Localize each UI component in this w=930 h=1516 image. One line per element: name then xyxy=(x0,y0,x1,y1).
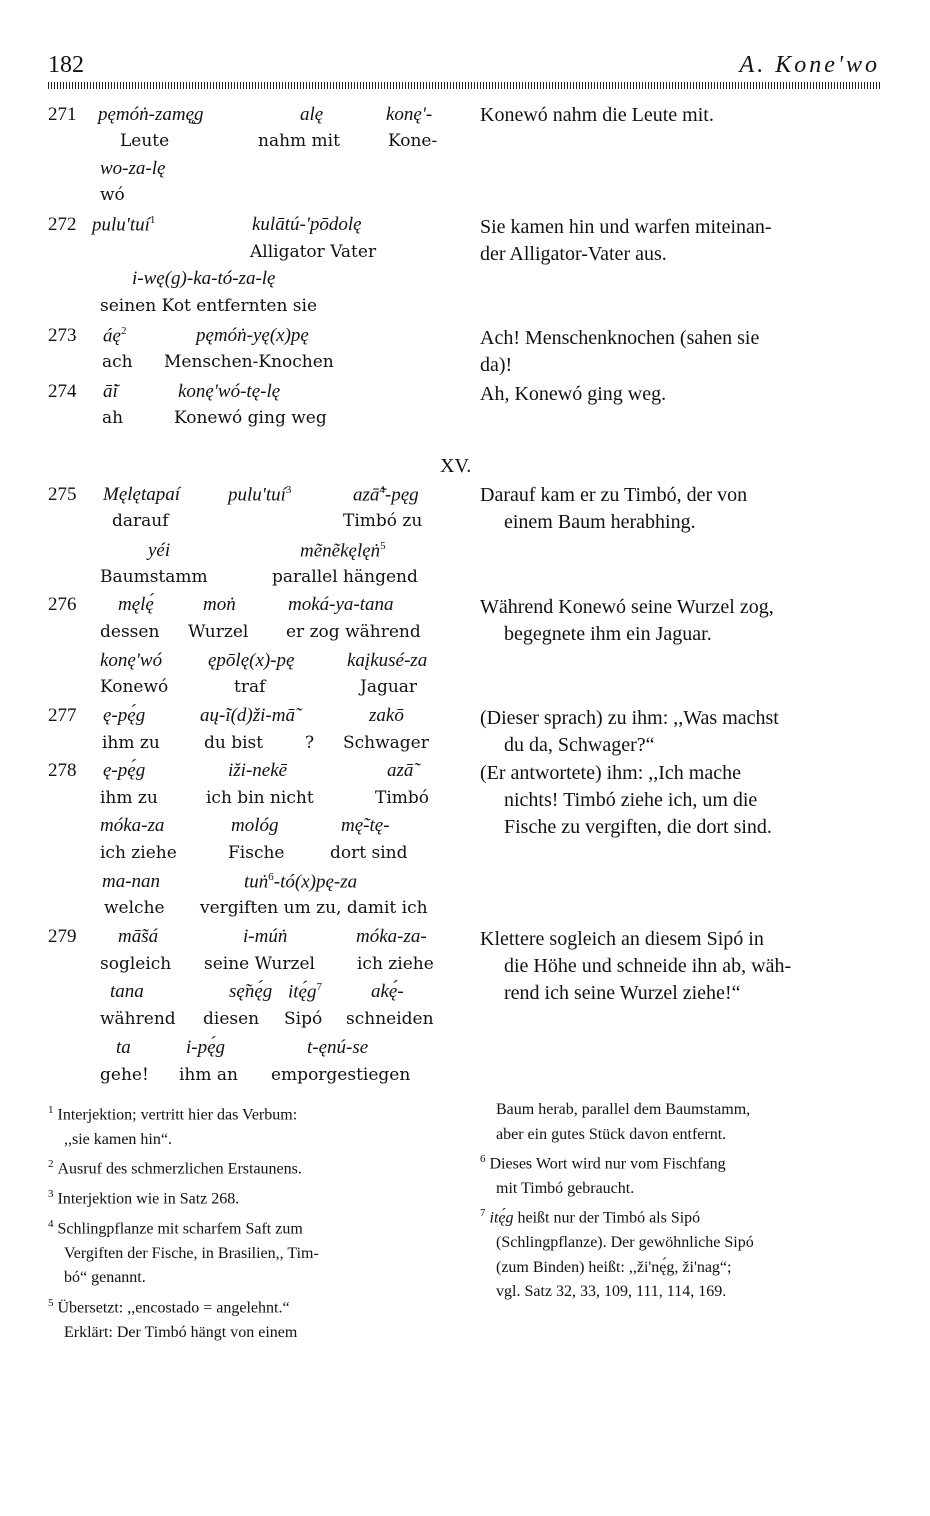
gloss: ihm an xyxy=(179,1065,238,1085)
gloss: diesen xyxy=(203,1009,260,1029)
native-word: kulātú-'pōdolę xyxy=(252,214,362,235)
footnote-ref: 7 xyxy=(316,981,322,993)
native-word: konę'- xyxy=(386,104,433,125)
footnote-mark: 6 xyxy=(480,1153,486,1165)
translation: Sie kamen hin und warfen miteinan- der Alligator-Vater aus. xyxy=(480,216,772,265)
gloss: traf xyxy=(234,677,266,697)
native-word: sę̃nę́g xyxy=(229,981,273,1002)
native-word: $áę^2$ xyxy=(103,325,127,347)
native-word: Męlętapaí xyxy=(103,484,181,505)
native-word: moṅ xyxy=(203,594,236,615)
gloss: er zog während xyxy=(286,622,421,642)
native-word: kaįkusé-za xyxy=(347,650,428,671)
gloss: Alligator Vater xyxy=(250,242,377,262)
translation: Ach! Menschenknochen (sahen sie da)! xyxy=(480,327,760,376)
native-word: pęmóṅ-yę(x)pę xyxy=(196,325,309,346)
gloss: seinen Kot entfernten sie xyxy=(100,296,318,316)
gloss: ich bin nicht xyxy=(206,788,314,808)
gloss: Timbó zu xyxy=(343,511,423,531)
footnote-mark: 2 xyxy=(48,1158,54,1171)
footnote-6: $^6$ Dieses Wort wird nur vom Fischfang mit Timbó gebraucht. xyxy=(480,1153,726,1197)
native-word: mę̃-tę- xyxy=(341,815,390,836)
footnote-2: $^2$ Ausruf des schmerzlichen Erstaunens. xyxy=(48,1158,302,1178)
native-word: mológ xyxy=(231,815,279,836)
gloss: gehe! xyxy=(100,1065,149,1085)
gloss: ich ziehe xyxy=(357,954,434,974)
native-word: ta xyxy=(116,1037,131,1058)
sentence-number: 275 xyxy=(48,484,77,505)
gloss: Jaguar xyxy=(360,677,418,697)
footnote-mark: 1 xyxy=(48,1104,54,1116)
translation: (Er antwortete) ihm: ,,Ich mache nichts! Timbó ziehe ich, um die Fische zu vergiften, die dort sind. xyxy=(480,762,772,838)
gloss: ah xyxy=(102,408,124,428)
gloss: während xyxy=(100,1009,176,1029)
native-word: t-ęnú-se xyxy=(307,1037,369,1058)
native-word: pęmóṅ-zamę̨g xyxy=(98,104,204,125)
translation: Während Konewó seine Wurzel zog, begegnete ihm ein Jaguar. xyxy=(480,596,774,645)
footnotes-left xyxy=(48,1098,319,1345)
native-word: iži-nekē xyxy=(228,760,288,781)
gloss: Sipó xyxy=(284,1009,323,1029)
footnote-ref: 1 xyxy=(149,214,156,226)
native-word: moká-ya-tana xyxy=(288,594,394,615)
gloss: Menschen-Knochen xyxy=(164,352,334,372)
footnote-4: $^4$ Schlingpflanze mit scharfem Saft zum Vergiften der Fische, in Brasilien,, Tim- bó“ genannt. xyxy=(48,1217,319,1287)
gloss: ihm zu xyxy=(100,788,158,808)
native-word: męlę́ xyxy=(118,594,154,615)
gloss: Kone- xyxy=(388,131,438,151)
gloss: Baumstamm xyxy=(100,567,208,587)
gloss: dessen xyxy=(100,622,160,642)
footnote-mark: 5 xyxy=(48,1296,54,1309)
gloss: dort sind xyxy=(330,843,408,863)
translation: Darauf kam er zu Timbó, der von einem Baum herabhing. xyxy=(480,484,748,533)
native-word: konę'wó xyxy=(100,650,163,671)
translation: (Dieser sprach) zu ihm: ,,Was machst du da, Schwager?“ xyxy=(480,707,779,756)
native-word: tana xyxy=(110,981,144,1002)
footnote-ref: 3 xyxy=(285,484,292,496)
native-word: yéi xyxy=(148,540,171,561)
native-word: ę-pę́g xyxy=(103,705,146,726)
footnote-1: $^1$ Interjektion; vertritt hier das Verbum: ,,sie kamen hin“. xyxy=(48,1104,298,1148)
gloss: sogleich xyxy=(100,954,172,974)
gloss: du bist xyxy=(204,733,264,753)
gloss: Leute xyxy=(120,131,170,151)
native-word: konę'wó-tę-lę xyxy=(178,381,281,402)
gloss: ach xyxy=(102,352,133,372)
gloss: Konewó xyxy=(100,677,169,697)
gloss: schneiden xyxy=(346,1009,434,1029)
gloss: Wurzel xyxy=(188,622,249,642)
footnote-5: $^5$ Übersetzt: ,,encostado = angelehnt.“ Erklärt: Der Timbó hängt von einem xyxy=(48,1296,298,1341)
native-word: ę-pę́g xyxy=(103,760,146,781)
native-word: alę xyxy=(300,104,324,125)
gloss: emporgestiegen xyxy=(271,1065,411,1085)
native-word: $itę́g^7$ xyxy=(288,981,322,1003)
native-word: mā̃sá xyxy=(118,926,159,947)
native-word: zakō xyxy=(369,705,404,726)
section-heading: XV. xyxy=(440,455,472,477)
gloss: ? xyxy=(305,733,315,753)
native-word: i-pę́g xyxy=(186,1037,226,1058)
footnote-mark: 7 xyxy=(480,1207,486,1220)
gloss: darauf xyxy=(112,511,169,531)
gloss: nahm mit xyxy=(258,131,340,151)
native-word: azā̃ xyxy=(387,760,414,781)
footnote-7: $^7$ itę́g heißt nur der Timbó als Sipó (Schlingpflanze). Der gewöhnliche Sipó (zum Binden) heißt: ,,ži'nę́g, ži'nag“; vgl. Satz 32, 33, 109, 111, 114, 169. xyxy=(480,1207,754,1301)
sentence-number: 278 xyxy=(48,760,77,781)
native-word: pulu'tuí$^1$ xyxy=(92,214,156,236)
native-word: wo-za-lę xyxy=(100,158,166,179)
running-title: A. Kone'wo xyxy=(739,52,880,78)
gloss: welche xyxy=(104,898,165,918)
native-word: i-wę(g)-ka-tó-za-lę xyxy=(132,268,276,289)
translation: Konewó nahm die Leute mit. xyxy=(480,104,714,126)
native-word: azā̃$^4$-pęg xyxy=(353,484,419,506)
gloss: ich ziehe xyxy=(100,843,177,863)
header-rule xyxy=(48,82,880,89)
page-number: 182 xyxy=(48,52,84,78)
footnotes-right xyxy=(480,1098,754,1305)
translation: Klettere sogleich an diesem Sipó in die Höhe und schneide ihn ab, wäh- rend ich seine Wurzel ziehe!“ xyxy=(480,928,792,1004)
native-word: ā̃i xyxy=(103,381,118,402)
gloss: seine Wurzel xyxy=(204,954,315,974)
native-word: pulu'tuí$^3$ xyxy=(228,484,292,506)
sentence-number: 279 xyxy=(48,926,77,947)
gloss: Timbó xyxy=(375,788,430,808)
native-word: akę́- xyxy=(371,981,404,1002)
footnote-ref: 6 xyxy=(268,871,274,883)
gloss: parallel hängend xyxy=(272,567,418,587)
gloss: Konewó ging weg xyxy=(174,408,327,428)
sentence-number: 276 xyxy=(48,594,77,615)
sentence-number: 271 xyxy=(48,104,77,125)
footnote-3: $^3$ Interjektion wie in Satz 268. xyxy=(48,1188,240,1208)
native-word: tuṅ$^6$-tó(x)pę-za xyxy=(244,871,358,893)
gloss: Fische xyxy=(228,843,285,863)
footnote-mark: 4 xyxy=(48,1217,54,1230)
native-word: i-múṅ xyxy=(243,926,288,947)
gloss: ihm zu xyxy=(102,733,160,753)
footnote-ref: 5 xyxy=(380,540,386,552)
page-header xyxy=(48,52,880,82)
footnote-ref: 2 xyxy=(120,325,127,337)
sentence-number: 274 xyxy=(48,381,77,402)
gloss: vergiften um zu, damit ich xyxy=(200,898,428,918)
footnote-ref: 4 xyxy=(379,484,385,496)
footnote-5-continued: Baum herab, parallel dem Baumstamm, aber ein gutes Stück davon entfernt. xyxy=(496,1101,751,1143)
native-word: ępōlę(x)-pę xyxy=(208,650,295,671)
sentence-number: 272 xyxy=(48,214,77,235)
native-word: aų-ĩ(d)ži-mā̃ xyxy=(200,705,295,726)
sentence-number: 277 xyxy=(48,705,77,726)
gloss: Schwager xyxy=(343,733,429,753)
sentence-number: 273 xyxy=(48,325,77,346)
native-word: móka-za xyxy=(100,815,165,836)
native-word: ma-nan xyxy=(102,871,161,892)
gloss: wó xyxy=(100,185,125,205)
footnote-mark: 3 xyxy=(48,1188,54,1201)
translation: Ah, Konewó ging weg. xyxy=(480,383,667,405)
native-word: móka-za- xyxy=(356,926,427,947)
native-word: mẽnẽkęlęṅ$^5$ xyxy=(300,540,386,562)
